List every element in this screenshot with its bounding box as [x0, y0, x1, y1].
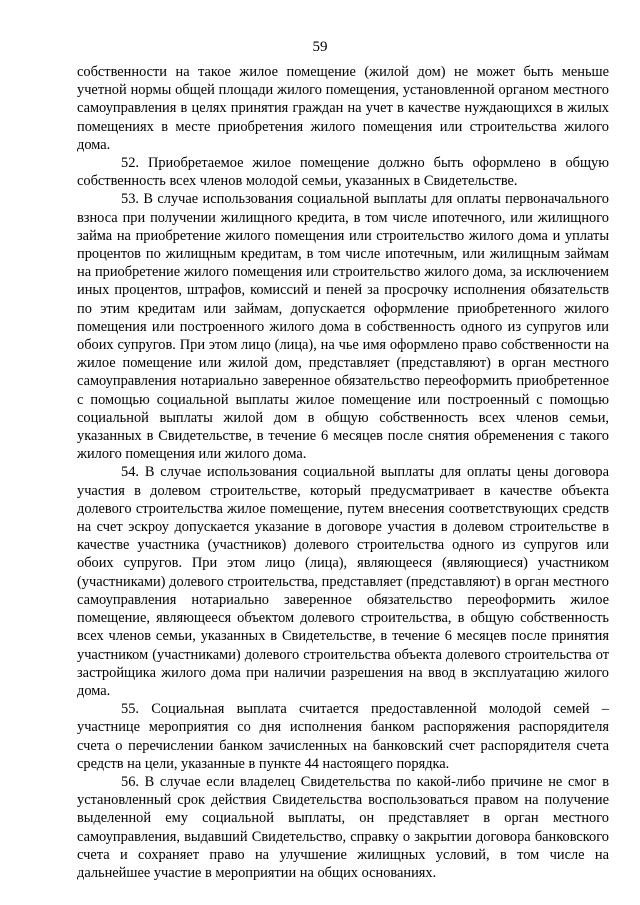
document-body: [77, 63, 609, 882]
paragraph-continuation: собственности на такое жилое помещение (жилой дом) не может быть меньше учетной нормы общей площади жилого помещения, установленной органом местного самоуправления в целях принятия граждан на учет в качестве нуждающихся в жилых помещениях в месте приобретения жилого помещения или строительства жилого дома.: [77, 64, 609, 153]
paragraph-52: 52. Приобретаемое жилое помещение должно быть оформлено в общую собственность всех членов молодой семьи, указанных в Свидетельстве.: [77, 155, 609, 190]
paragraph-54: 54. В случае использования социальной выплаты для оплаты цены договора участия в долевом строительстве, который предусматривает в качестве объекта долевого строительства жилое помещение, путем внесения соответствующих средств на счет эскроу допускается указание в договоре участия в долевом строительстве в качестве участника (участников) долевого строительства одного из супругов или обоих супругов. При этом лицо (лица), являющееся (являющиеся) участником (участниками) долевого строительства, представляет (представляют) в орган местного самоуправления нотариально заверенное обязательство переоформить жилое помещение, являющееся объектом долевого строительства, в общую собственность всех членов семьи, указанных в Свидетельстве, в течение 6 месяцев после принятия участником (участниками) долевого строительства объекта долевого строительства от застройщика жилого дома при наличии разрешения на ввод в эксплуатацию жилого дома.: [77, 464, 609, 699]
paragraph-55: 55. Социальная выплата считается предоставленной молодой семей – участнице мероприятия со дня исполнения банком распоряжения распорядителя счета о перечислении банком зачисленных на банковский счет распорядителя счета средств на цели, указанные в пункте 44 настоящего порядка.: [77, 701, 609, 772]
paragraph-56: 56. В случае если владелец Свидетельства по какой-либо причине не смог в установленный срок действия Свидетельства воспользоваться правом на получение выделенной ему социальной выплаты, он представляет в орган местного самоуправления, выдавший Свидетельство, справку о закрытии договора банковского счета и сохраняет право на улучшение жилищных условий, в том числе на дальнейшее участие в мероприятии на общих основаниях.: [77, 773, 609, 881]
paragraph-53: 53. В случае использования социальной выплаты для оплаты первоначального взноса при получении жилищного кредита, в том числе ипотечного, или жилищного займа на приобретение жилого помещения или строительство жилого дома и уплаты процентов по жилищным кредитам, в том числе ипотечным, или жилищным займам на приобретение жилого помещения или строительство жилого дома, за исключением иных процентов, штрафов, комиссий и пеней за просрочку исполнения обязательств по этим кредитам или займам, допускается оформление приобретенного жилого помещения или построенного жилого дома в собственность одного из супругов или обоих супругов. При этом лицо (лица), на чье имя оформлено право собственности на жилое помещение или жилой дом, представляет (представляют) в орган местного самоуправления нотариально заверенное обязательство переоформить приобретенное с помощью социальной выплаты жилое помещение или построенный с помощью социальной выплаты жилой дом в общую собственность всех членов семьи, указанных в Свидетельстве, в течение 6 месяцев после снятия обременения с такого жилого помещения или жилого дома.: [77, 191, 609, 463]
page-number: 59: [312, 39, 328, 55]
